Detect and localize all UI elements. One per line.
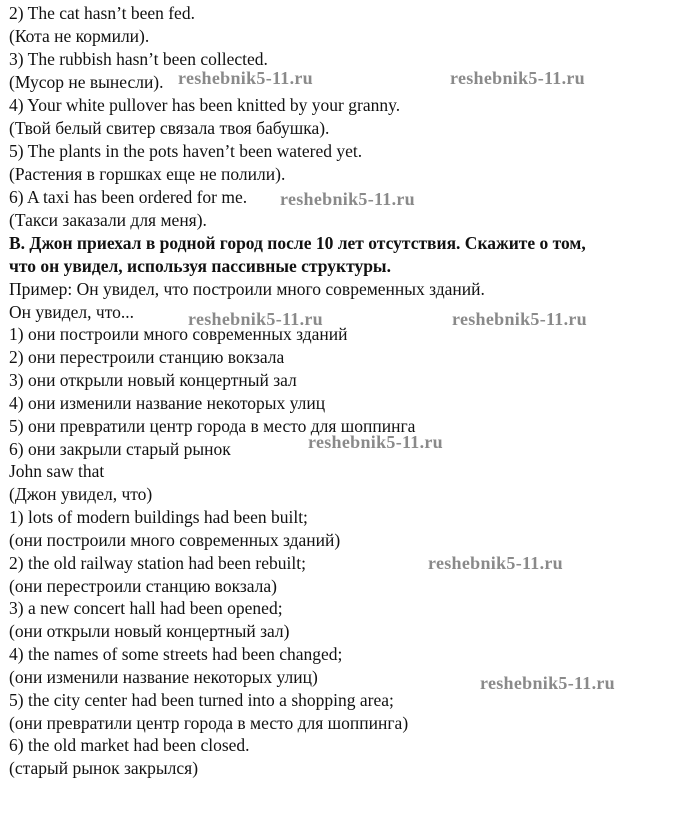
text-line: 6) они закрыли старый рынок	[9, 439, 231, 459]
text-line: (старый рынок закрылся)	[9, 758, 199, 778]
watermark: reshebnik5-11.ru	[308, 432, 443, 452]
text-line: (они изменили название некоторых улиц)	[9, 667, 318, 687]
text-line: 4) the names of some streets had been changed;	[9, 644, 343, 664]
text-line: (Такси заказали для меня).	[9, 210, 207, 230]
watermark: reshebnik5-11.ru	[480, 673, 615, 693]
text-line: (Растения в горшках еще не полили).	[9, 164, 286, 184]
watermark: reshebnik5-11.ru	[428, 553, 563, 573]
text-line: 2) они перестроили станцию вокзала	[9, 347, 285, 367]
text-line: 6) A taxi has been ordered for me.	[9, 187, 248, 207]
watermark: reshebnik5-11.ru	[280, 189, 415, 209]
text-line: (они открыли новый концертный зал)	[9, 621, 290, 641]
text-line: 4) Your white pullover has been knitted by your granny.	[9, 95, 401, 115]
text-line: 5) они превратили центр города в место для шоппинга	[9, 416, 416, 436]
text-line: 5) the city center had been turned into a shopping area;	[9, 690, 394, 710]
text-line: (Кота не кормили).	[9, 26, 150, 46]
text-line: 2) the old railway station had been rebuilt;	[9, 553, 306, 573]
text-line: 1) lots of modern buildings had been built;	[9, 507, 308, 527]
text-line: 2) The cat hasn’t been fed.	[9, 3, 195, 23]
text-line: (Мусор не вынесли).	[9, 72, 164, 92]
text-line: (они превратили центр города в место для шоппинга)	[9, 713, 409, 733]
text-line: (они перестроили станцию вокзала)	[9, 576, 278, 596]
text-line: (Джон увидел, что)	[9, 484, 153, 504]
text-line: (они построили много современных зданий)	[9, 530, 341, 550]
section-heading-line: что он увидел, используя пассивные структуры.	[9, 256, 391, 276]
watermark: reshebnik5-11.ru	[178, 68, 313, 88]
watermark: reshebnik5-11.ru	[188, 309, 323, 329]
text-line: 1) они построили много современных зданий	[9, 324, 348, 344]
text-line: (Твой белый свитер связала твоя бабушка).	[9, 118, 330, 138]
watermark: reshebnik5-11.ru	[450, 68, 585, 88]
watermark: reshebnik5-11.ru	[452, 309, 587, 329]
text-line: 5) The plants in the pots haven’t been watered yet.	[9, 141, 363, 161]
text-line: John saw that	[9, 461, 105, 481]
section-heading-line: B. Джон приехал в родной город после 10 лет отсутствия. Скажите о том,	[9, 233, 586, 253]
text-line: Он увидел, что...	[9, 302, 135, 322]
text-line: 3) они открыли новый концертный зал	[9, 370, 297, 390]
text-line: 6) the old market had been closed.	[9, 735, 250, 755]
text-line: 4) они изменили название некоторых улиц	[9, 393, 326, 413]
example-line: Пример: Он увидел, что построили много современных зданий.	[9, 279, 485, 299]
text-line: 3) The rubbish hasn’t been collected.	[9, 49, 268, 69]
text-line: 3) a new concert hall had been opened;	[9, 598, 283, 618]
